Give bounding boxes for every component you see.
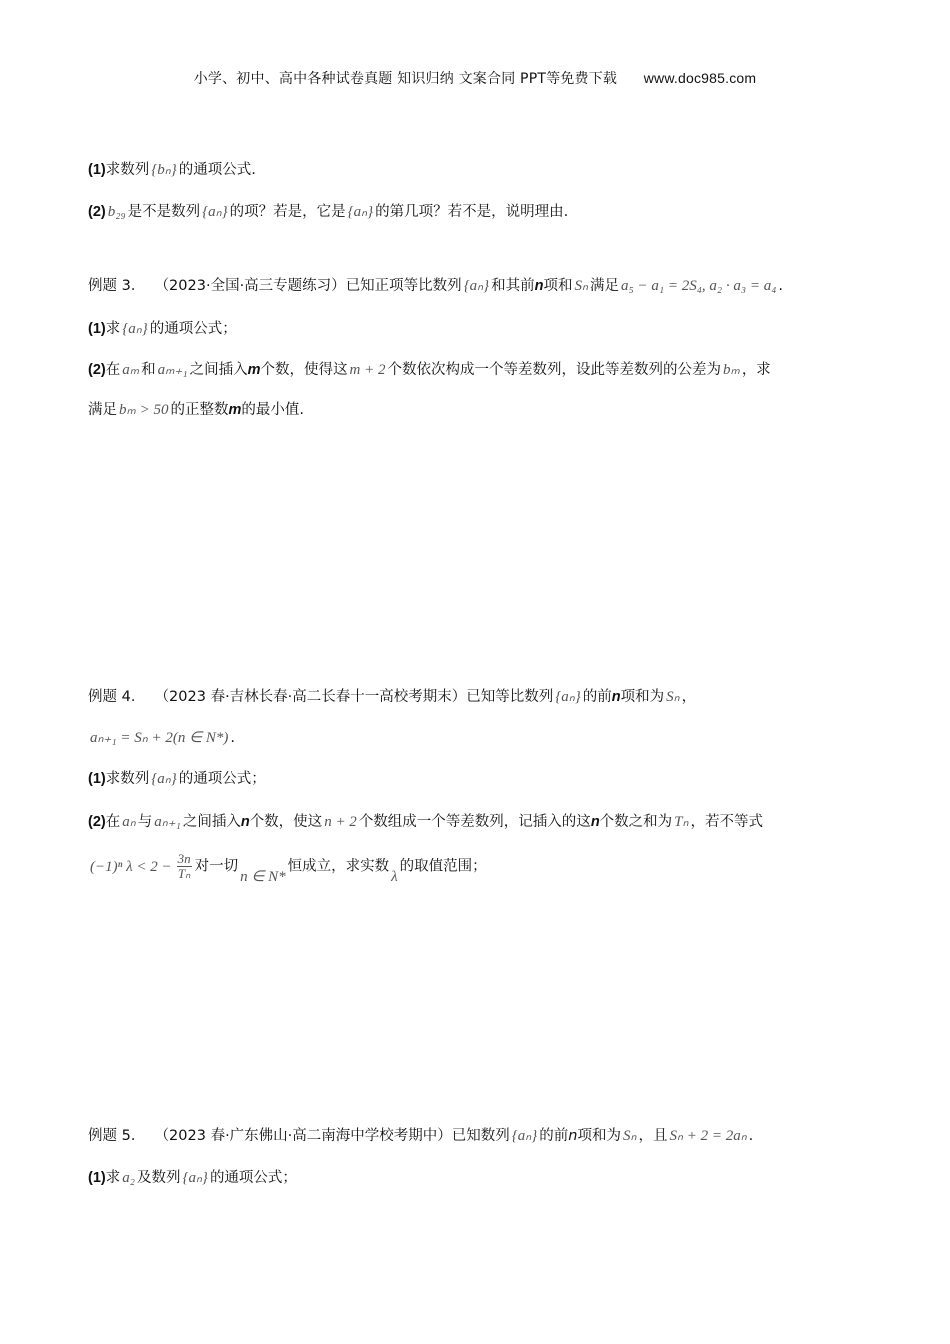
ex3-part2-line1: (2)在 aₘ 和 aₘ₊₁ 之间插入m个数，使得这 m + 2 个数依次构成一个等差数列，设此等差数列的公差为 bₘ ，求 <box>88 362 771 378</box>
ex5-stem: 例题 5． （2023 春·广东佛山·高二南海中学校考期中）已知数列 {aₙ} 的前n项和为 Sₙ ，且 Sₙ + 2 = 2aₙ . <box>88 1128 754 1144</box>
fraction-3n-over-Tn: $\frac{3n}{\text{Tₙ}}$ <box>177 851 191 881</box>
ex3-part1: (1)求 {aₙ} 的通项公式； <box>88 321 237 337</box>
ex4-part2-line1: (2)在 aₙ 与 aₙ₊₁ 之间插入n个数，使这 n + 2 个数组成一个等差数列，记插入的这n个数之和为 Tₙ ，若不等式 <box>88 814 763 830</box>
ex4-title: 例题 4． <box>88 689 146 705</box>
ex3-part2-line2: 满足 bₘ > 50 的正整数m的最小值. <box>88 402 304 418</box>
ex3-condition: a₅ − a₁ = 2S₄, a₂ · a₃ = a₄ <box>621 278 777 294</box>
math-bn-set: {bₙ} <box>151 162 177 178</box>
ex4-stem-line2: aₙ₊₁ = Sₙ + 2(n ∈ N*) . <box>90 730 236 746</box>
ex5-source: （2023 春·广东佛山·高二南海中学校考期中） <box>154 1128 452 1144</box>
ex3-stem: 例题 3． （2023·全国·高三专题练习）已知正项等比数列 {aₙ} 和其前n项和 Sₙ 满足 a₅ − a₁ = 2S₄, a₂ · a₃ = a₄ . <box>88 278 784 294</box>
header-text: 小学、初中、高中各种试卷真题 知识归纳 文案合同 PPT等免费下载 <box>193 71 618 87</box>
ex5-condition: Sₙ + 2 = 2aₙ <box>669 1128 747 1144</box>
ex4-condition: aₙ₊₁ = Sₙ + 2(n ∈ N*) <box>90 730 229 746</box>
header-url[interactable]: www.doc985.com <box>643 70 757 86</box>
ex5-part1: (1)求 a₂ 及数列 {aₙ} 的通项公式； <box>88 1170 297 1186</box>
ex4-source: （2023 春·吉林长春·高二长春十一高校考期末） <box>154 689 467 705</box>
ex2-part2: (2) b₂₉ 是不是数列 {aₙ} 的项？若是，它是 {aₙ} 的第几项？若不是，说明理由. <box>88 204 569 220</box>
ex5-title: 例题 5． <box>88 1128 146 1144</box>
ex3-title: 例题 3． <box>88 278 146 294</box>
ex4-part2-line2: (−1)ⁿ λ < 2 − $\frac{3n}{\text{Tₙ}}$ 对一切n ∈ N*恒成立，求实数λ的取值范围； <box>90 851 487 885</box>
ineq-left: (−1)ⁿ λ < 2 − <box>90 858 172 875</box>
math-b29: b₂₉ <box>107 204 126 220</box>
ex4-part1: (1)求数列 {aₙ} 的通项公式； <box>88 771 266 787</box>
page-header <box>0 68 950 88</box>
ex4-stem-line1: 例题 4． （2023 春·吉林长春·高二长春十一高校考期末）已知等比数列 {aₙ} 的前n项和为 Sₙ ， <box>88 689 697 705</box>
ex3-source: （2023·全国·高三专题练习） <box>154 278 346 294</box>
ex2-part1: (1)求数列 {bₙ} 的通项公式. <box>88 162 256 178</box>
